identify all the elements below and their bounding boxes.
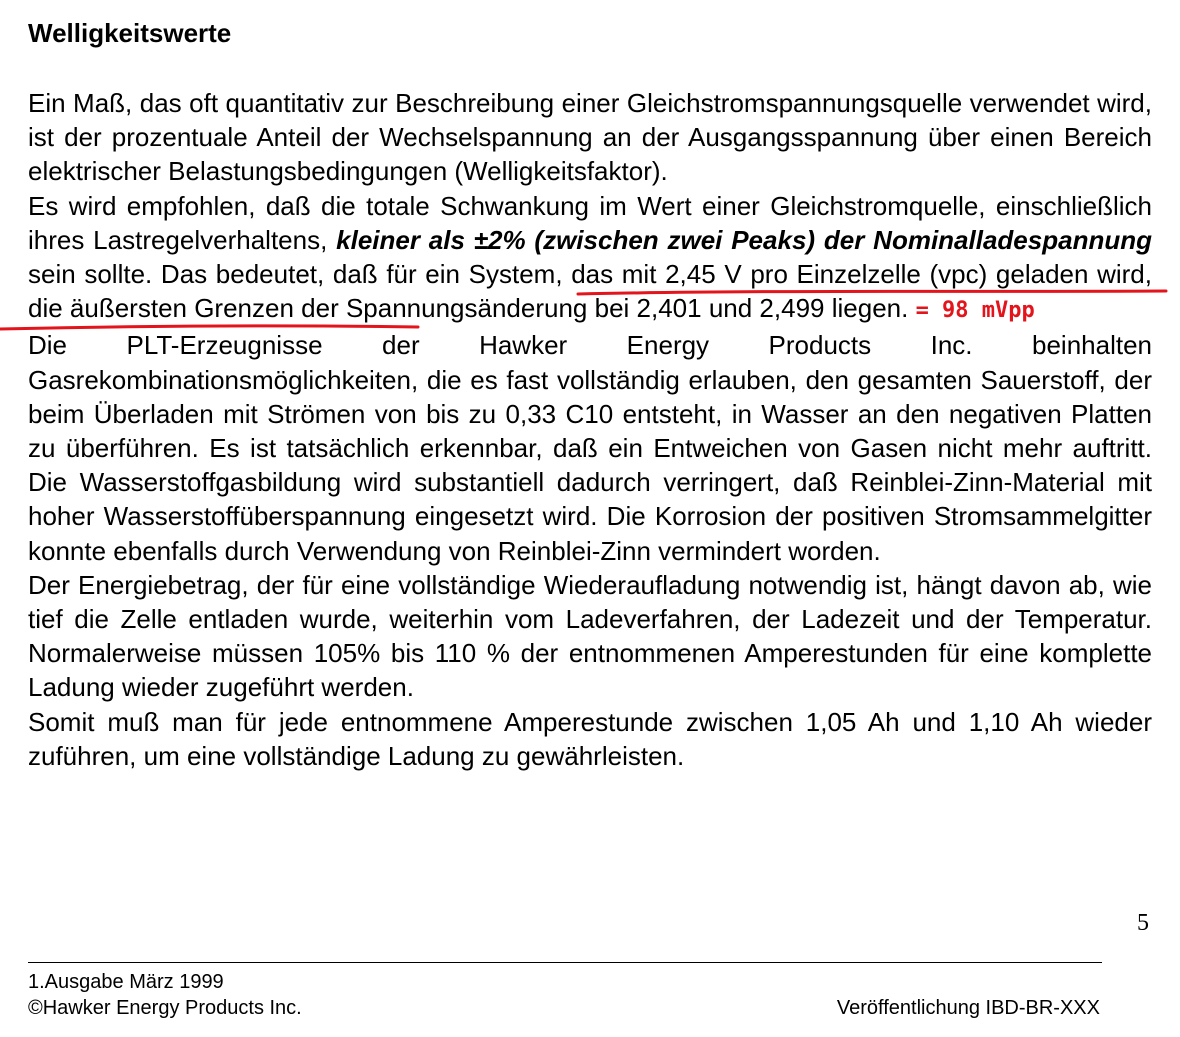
paragraph-ampere-hours: Somit muß man für jede entnommene Amperestunde zwischen 1,05 Ah und 1,10 Ah wieder zuführen, um eine vollständige Ladung zu gewährleisten. (28, 706, 1152, 771)
section-heading: Welligkeitswerte (28, 18, 232, 48)
recommendation-text-end: sein sollte. Das bedeutet, daß für ein System, das mit 2,45 V pro Einzelzelle (vpc) geladen wird, die äußersten Grenzen der Spannungsänderung bei 2,401 und 2,499 liegen. (28, 259, 1152, 324)
footer-edition: 1.Ausgabe März 1999 (28, 971, 224, 993)
paragraph-ripple-factor: Ein Maß, das oft quantitativ zur Beschreibung einer Gleichstromspannungsquelle verwendet wird, ist der prozentuale Anteil der Wechselspannung an der Ausgangsspannung über einen Bereich elektrischer Belastungsbedingungen (Welligkeitsfaktor). (28, 88, 1152, 187)
page-number: 5 (1137, 910, 1149, 936)
footer-copyright: ©Hawker Energy Products Inc. (28, 997, 302, 1019)
paragraph-energy-amount: Der Energiebetrag, der für eine vollständige Wiederaufladung notwendig ist, hängt davon ab, wie tief die Zelle entladen wurde, weiterhin vom Ladeverfahren, der Ladezeit und der Temperatur. Normalerweise müssen 105% bis 110 % der entnommenen Amperestunden für eine komplette Ladung wieder zugeführt werden. (28, 569, 1152, 703)
footer-divider (28, 962, 1102, 963)
paragraph-gas-recombination: Die PLT-Erzeugnisse der Hawker Energy Products Inc. beinhalten Gasrekombinationsmöglichkeiten, die es fast vollständig erlauben, den gesamten Sauerstoff, der beim Überladen mit Strömen von bis zu 0,33 C10 entsteht, in Wasser an den negativen Platten zu überführen. Es ist tatsächlich erkennbar, daß ein Entweichen von Gasen nicht mehr auftritt. Die Wasserstoffgasbildung wird substantiell dadurch verringert, daß Reinblei-Zinn-Material mit hoher Wasserstoffüberspannung eingesetzt wird. Die Korrosion der positiven Stromsammelgitter konnte ebenfalls durch Verwendung von Reinblei-Zinn vermindert worden. (28, 330, 1152, 566)
handwritten-annotation: = 98 mVpp (915, 298, 1035, 324)
emphasis-tolerance: kleiner als ±2% (zwischen zwei Peaks) (336, 224, 816, 255)
emphasis-nominal-voltage: der Nominalladespannung (823, 224, 1152, 255)
body-text (28, 86, 1152, 773)
recommendation-text-start: Es wird empfohlen, daß die totale Schwankung im Wert einer Gleichstromquelle, einschließlich ihres Lastregelverhaltens, (28, 190, 1152, 255)
footer-publication: Veröffentlichung IBD-BR-XXX (836, 997, 1100, 1019)
paragraph-recommendation (28, 189, 1152, 329)
